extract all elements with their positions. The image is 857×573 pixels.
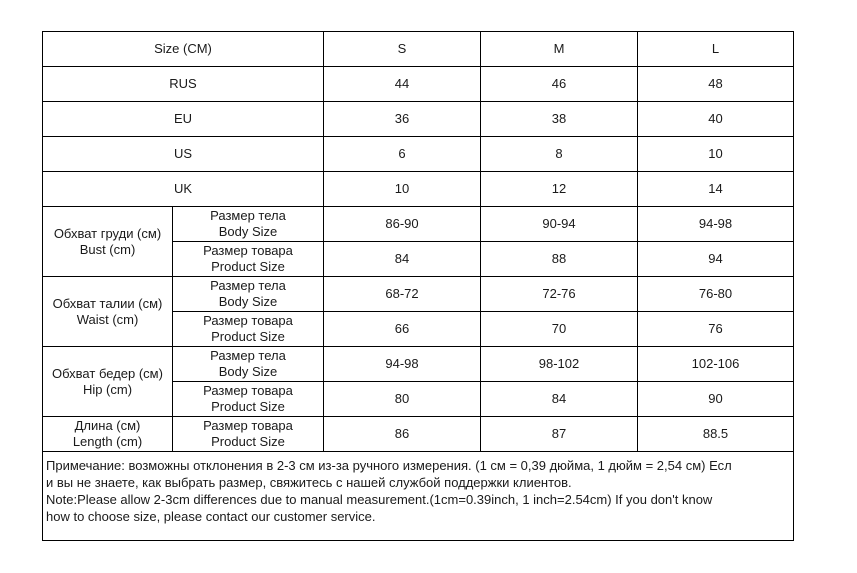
cell-value: 68-72 <box>324 277 481 312</box>
cell-value: 76-80 <box>638 277 794 312</box>
cell-value: 14 <box>638 172 794 207</box>
product-size-label-ru: Размер товара <box>203 243 293 258</box>
body-size-label-en: Body Size <box>218 224 278 239</box>
cell-value: 76 <box>638 312 794 347</box>
cell-value: 84 <box>481 382 638 417</box>
row-label: UK <box>43 172 324 207</box>
cell-value: 86-90 <box>324 207 481 242</box>
size-chart <box>42 31 793 541</box>
row-label: US <box>43 137 324 172</box>
size-l-header: L <box>638 32 794 67</box>
cell-value: 70 <box>481 312 638 347</box>
cell-value: 36 <box>324 102 481 137</box>
size-cm-header: Size (CM) <box>43 32 324 67</box>
cell-value: 80 <box>324 382 481 417</box>
size-table <box>42 31 794 541</box>
hip-label-en: Hip (cm) <box>82 381 133 397</box>
cell-value: 12 <box>481 172 638 207</box>
cell-value: 10 <box>638 137 794 172</box>
product-size-label-ru: Размер товара <box>203 313 293 328</box>
bust-label <box>43 207 173 277</box>
cell-value: 8 <box>481 137 638 172</box>
size-m-header: M <box>481 32 638 67</box>
note-ru-line-2: и вы не знаете, как выбрать размер, свяжитесь с нашей службой поддержки клиентов. <box>46 475 572 490</box>
length-label-ru: Длина (см) <box>74 418 141 433</box>
cell-value: 94-98 <box>324 347 481 382</box>
cell-value: 98-102 <box>481 347 638 382</box>
cell-value: 38 <box>481 102 638 137</box>
cell-value: 46 <box>481 67 638 102</box>
cell-value: 88.5 <box>638 417 794 452</box>
cell-value: 72-76 <box>481 277 638 312</box>
eu-row <box>43 102 794 137</box>
rus-row <box>43 67 794 102</box>
cell-value: 86 <box>324 417 481 452</box>
note-ru-line-1: Примечание: возможны отклонения в 2-3 см из-за ручного измерения. (1 см = 0,39 дюйма, 1 дюйм = 2,54 см) Есл <box>46 458 732 473</box>
product-size-label-en: Product Size <box>211 329 285 344</box>
cell-value: 90 <box>638 382 794 417</box>
cell-value: 87 <box>481 417 638 452</box>
size-s-header: S <box>324 32 481 67</box>
product-size-label <box>173 242 324 277</box>
cell-value: 94-98 <box>638 207 794 242</box>
waist-label-ru: Обхват талии (см) <box>52 295 163 311</box>
body-size-label <box>173 207 324 242</box>
cell-value: 66 <box>324 312 481 347</box>
bust-body-row <box>43 207 794 242</box>
bust-label-en: Bust (cm) <box>79 241 136 257</box>
header-row <box>43 32 794 67</box>
cell-value: 48 <box>638 67 794 102</box>
hip-label <box>43 347 173 417</box>
cell-value: 6 <box>324 137 481 172</box>
product-size-label <box>173 417 324 452</box>
bust-label-ru: Обхват груди (см) <box>53 225 162 241</box>
body-size-label-en: Body Size <box>218 364 278 379</box>
us-row <box>43 137 794 172</box>
note-text <box>43 452 794 541</box>
product-size-label-en: Product Size <box>211 399 285 414</box>
product-size-label-en: Product Size <box>211 434 285 449</box>
cell-value: 10 <box>324 172 481 207</box>
length-row <box>43 417 794 452</box>
cell-value: 44 <box>324 67 481 102</box>
body-size-label-en: Body Size <box>218 294 278 309</box>
cell-value: 94 <box>638 242 794 277</box>
hip-label-ru: Обхват бедер (см) <box>52 365 163 381</box>
cell-value: 40 <box>638 102 794 137</box>
cell-value: 88 <box>481 242 638 277</box>
waist-label <box>43 277 173 347</box>
product-size-label-en: Product Size <box>211 259 285 274</box>
row-label: RUS <box>43 67 324 102</box>
product-size-label <box>173 312 324 347</box>
body-size-label <box>173 277 324 312</box>
waist-body-row <box>43 277 794 312</box>
length-label <box>43 417 173 452</box>
product-size-label-ru: Размер товара <box>203 383 293 398</box>
cell-value: 102-106 <box>638 347 794 382</box>
body-size-label <box>173 347 324 382</box>
note-en-line-1: Note:Please allow 2-3cm differences due to manual measurement.(1cm=0.39inch, 1 inch=2.54cm) If you don't know <box>46 492 713 507</box>
note-en-line-2: how to choose size, please contact our customer service. <box>46 509 376 524</box>
cell-value: 84 <box>324 242 481 277</box>
body-size-label-ru: Размер тела <box>210 208 286 223</box>
waist-label-en: Waist (cm) <box>76 311 139 327</box>
product-size-label-ru: Размер товара <box>203 418 293 433</box>
body-size-label-ru: Размер тела <box>210 278 286 293</box>
row-label: EU <box>43 102 324 137</box>
product-size-label <box>173 382 324 417</box>
cell-value: 90-94 <box>481 207 638 242</box>
uk-row <box>43 172 794 207</box>
body-size-label-ru: Размер тела <box>210 348 286 363</box>
note-row <box>43 452 794 541</box>
length-label-en: Length (cm) <box>72 434 143 449</box>
hip-body-row <box>43 347 794 382</box>
